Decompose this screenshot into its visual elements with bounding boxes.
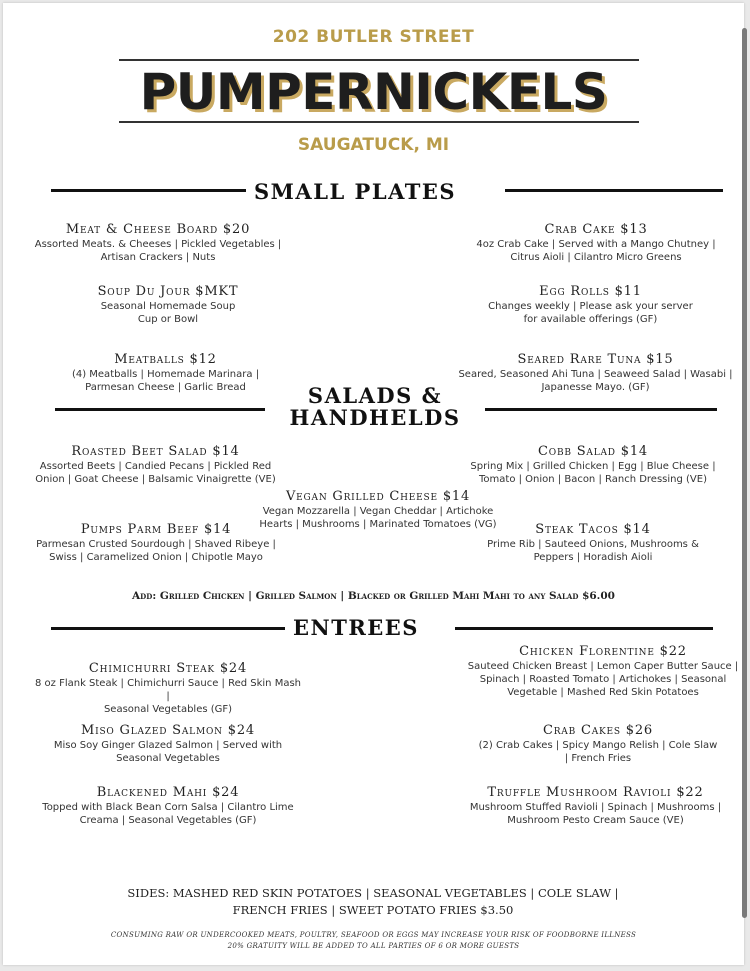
item-name: Vegan Grilled Cheese $14: [285, 489, 471, 504]
item-desc: 4oz Crab Cake | Served with a Mango Chutney |: [476, 239, 716, 250]
menu-item: [458, 444, 728, 486]
sides-line: FRENCH FRIES | SWEET POTATO FRIES $3.50: [232, 903, 514, 917]
menu-item: [458, 644, 748, 699]
gratuity-note: 20% GRATUITY WILL BE ADDED TO ALL PARTIES OF 6 OR MORE GUESTS: [227, 942, 520, 950]
address: 202 BUTLER STREET: [272, 27, 475, 47]
item-desc: Mushroom Stuffed Ravioli | Spinach | Mushrooms |: [469, 802, 722, 813]
scrollbar[interactable]: [742, 28, 747, 918]
item-name: Roasted Beet Salad $14: [71, 444, 240, 459]
item-name: Seared Rare Tuna $15: [517, 352, 674, 367]
menu-item: [33, 785, 303, 827]
item-desc: Assorted Meats. & Cheeses | Pickled Vegetables |: [34, 239, 282, 250]
section-title-small-plates: SMALL PLATES: [254, 179, 457, 204]
menu-item: [453, 352, 738, 394]
item-desc: Assorted Beets | Candied Pecans | Pickled Red: [39, 461, 272, 472]
item-desc: Artisan Crackers | Nuts: [100, 252, 216, 263]
item-name: Pumps Parm Beef $14: [80, 522, 232, 537]
item-desc: Peppers | Horadish Aioli: [533, 552, 653, 563]
item-desc: Vegan Mozzarella | Vegan Cheddar | Artichoke: [262, 506, 494, 517]
menu-item: [461, 222, 731, 264]
menu-item: [473, 723, 723, 765]
item-desc: Seasonal Vegetables (GF): [103, 704, 233, 715]
item-desc: | French Fries: [564, 753, 632, 764]
item-desc: Vegetable | Mashed Red Skin Potatoes: [507, 687, 699, 698]
item-name: Cobb Salad $14: [538, 444, 648, 459]
item-desc: for available offerings (GF): [523, 314, 658, 325]
brand-name: PUMPERNICKELS: [139, 63, 608, 121]
item-name: Crab Cake $13: [544, 222, 648, 237]
item-desc: Seasonal Homemade Soup: [100, 301, 236, 312]
section-title-line: HANDHELDS: [289, 405, 461, 430]
item-desc: Tomato | Onion | Bacon | Ranch Dressing (VE): [479, 474, 707, 485]
item-desc: Spinach | Roasted Tomato | Artichokes | Seasonal: [479, 674, 727, 685]
item-desc: Prime Rib | Sauteed Onions, Mushrooms &: [487, 539, 699, 550]
item-desc: (4) Meatballs | Homemade Marinara |: [71, 369, 260, 380]
item-desc: Miso Soy Ginger Glazed Salmon | Served with: [53, 740, 283, 751]
menu-item: [473, 522, 713, 564]
header-rule-bottom: [119, 121, 639, 123]
item-name: Chicken Florentine $22: [519, 644, 687, 659]
item-desc: Onion | Goat Cheese | Balsamic Vinaigrette (VE): [35, 474, 276, 485]
menu-item: [33, 661, 303, 716]
item-desc: Topped with Black Bean Corn Salsa | Cilantro Lime: [42, 802, 294, 813]
item-name: Chimichurri Steak $24: [88, 661, 248, 676]
item-name: Truffle Mushroom Ravioli $22: [487, 785, 704, 800]
menu-item: [463, 284, 718, 326]
section-rule-right: [455, 627, 713, 630]
addon-note: Add: Grilled Chicken | Grilled Salmon | Blacked or Grilled Mahi Mahi to any Salad $6.00: [132, 590, 615, 602]
item-desc: Seasonal Vegetables: [116, 753, 220, 764]
item-desc: Parmesan Cheese | Garlic Bread: [85, 382, 246, 393]
menu-item: [23, 444, 288, 486]
menu-item: [43, 284, 293, 326]
item-name: Steak Tacos $14: [535, 522, 651, 537]
item-desc: Hearts | Mushrooms | Marinated Tomatoes (VG): [259, 519, 497, 530]
sides-list: [103, 885, 643, 919]
section-rule-left: [51, 627, 285, 630]
item-desc: Creama | Seasonal Vegetables (GF): [79, 815, 257, 826]
item-desc: Spring Mix | Grilled Chicken | Egg | Blue Cheese |: [470, 461, 716, 472]
menu-item: [33, 723, 303, 765]
item-desc: Citrus Aioli | Cilantro Micro Greens: [510, 252, 682, 263]
item-name: Miso Glazed Salmon $24: [81, 723, 255, 738]
menu-item: [21, 522, 291, 564]
item-name: Egg Rolls $11: [539, 284, 642, 299]
health-warning: CONSUMING RAW OR UNDERCOOKED MEATS, POULTRY, SEAFOOD OR EGGS MAY INCREASE YOUR RISK OF FOODBORNE ILLNESS: [110, 931, 637, 939]
city: SAUGATUCK, MI: [297, 135, 450, 155]
item-desc: Mushroom Pesto Cream Sauce (VE): [507, 815, 684, 826]
section-title-line: SALADS &: [307, 383, 443, 408]
item-desc: Sauteed Chicken Breast | Lemon Caper Butter Sauce |: [467, 661, 739, 672]
menu-item: [33, 352, 298, 394]
section-title-entrees: ENTREES: [293, 615, 419, 640]
section-rule-right: [505, 189, 723, 192]
menu-page: [3, 3, 744, 965]
item-name: Soup Du Jour $MKT: [97, 284, 239, 299]
item-desc: Parmesan Crusted Sourdough | Shaved Ribeye |: [36, 539, 276, 550]
item-desc: Cup or Bowl: [137, 314, 199, 325]
sides-line: SIDES: MASHED RED SKIN POTATOES | SEASONAL VEGETABLES | COLE SLAW |: [127, 886, 619, 900]
item-desc: Changes weekly | Please ask your server: [488, 301, 693, 312]
item-desc: Seared, Seasoned Ahi Tuna | Seaweed Salad | Wasabi |: [458, 369, 733, 380]
menu-item: [463, 785, 728, 827]
item-name: Blackened Mahi $24: [96, 785, 240, 800]
item-name: Meatballs $12: [114, 352, 217, 367]
section-rule-left: [55, 408, 265, 411]
section-rule-left: [51, 189, 246, 192]
section-title-salads: [265, 385, 485, 429]
section-rule-right: [485, 408, 717, 411]
item-desc: 8 oz Flank Steak | Chimichurri Sauce | Red Skin Mash |: [34, 678, 302, 702]
item-desc: Japanesse Mayo. (GF): [541, 382, 650, 393]
item-name: Crab Cakes $26: [542, 723, 654, 738]
item-desc: (2) Crab Cakes | Spicy Mango Relish | Cole Slaw: [478, 740, 718, 751]
item-desc: Swiss | Caramelized Onion | Chipotle Mayo: [49, 552, 263, 563]
menu-item: [23, 222, 293, 264]
header-rule-top: [119, 59, 639, 61]
item-name: Meat & Cheese Board $20: [65, 222, 251, 237]
